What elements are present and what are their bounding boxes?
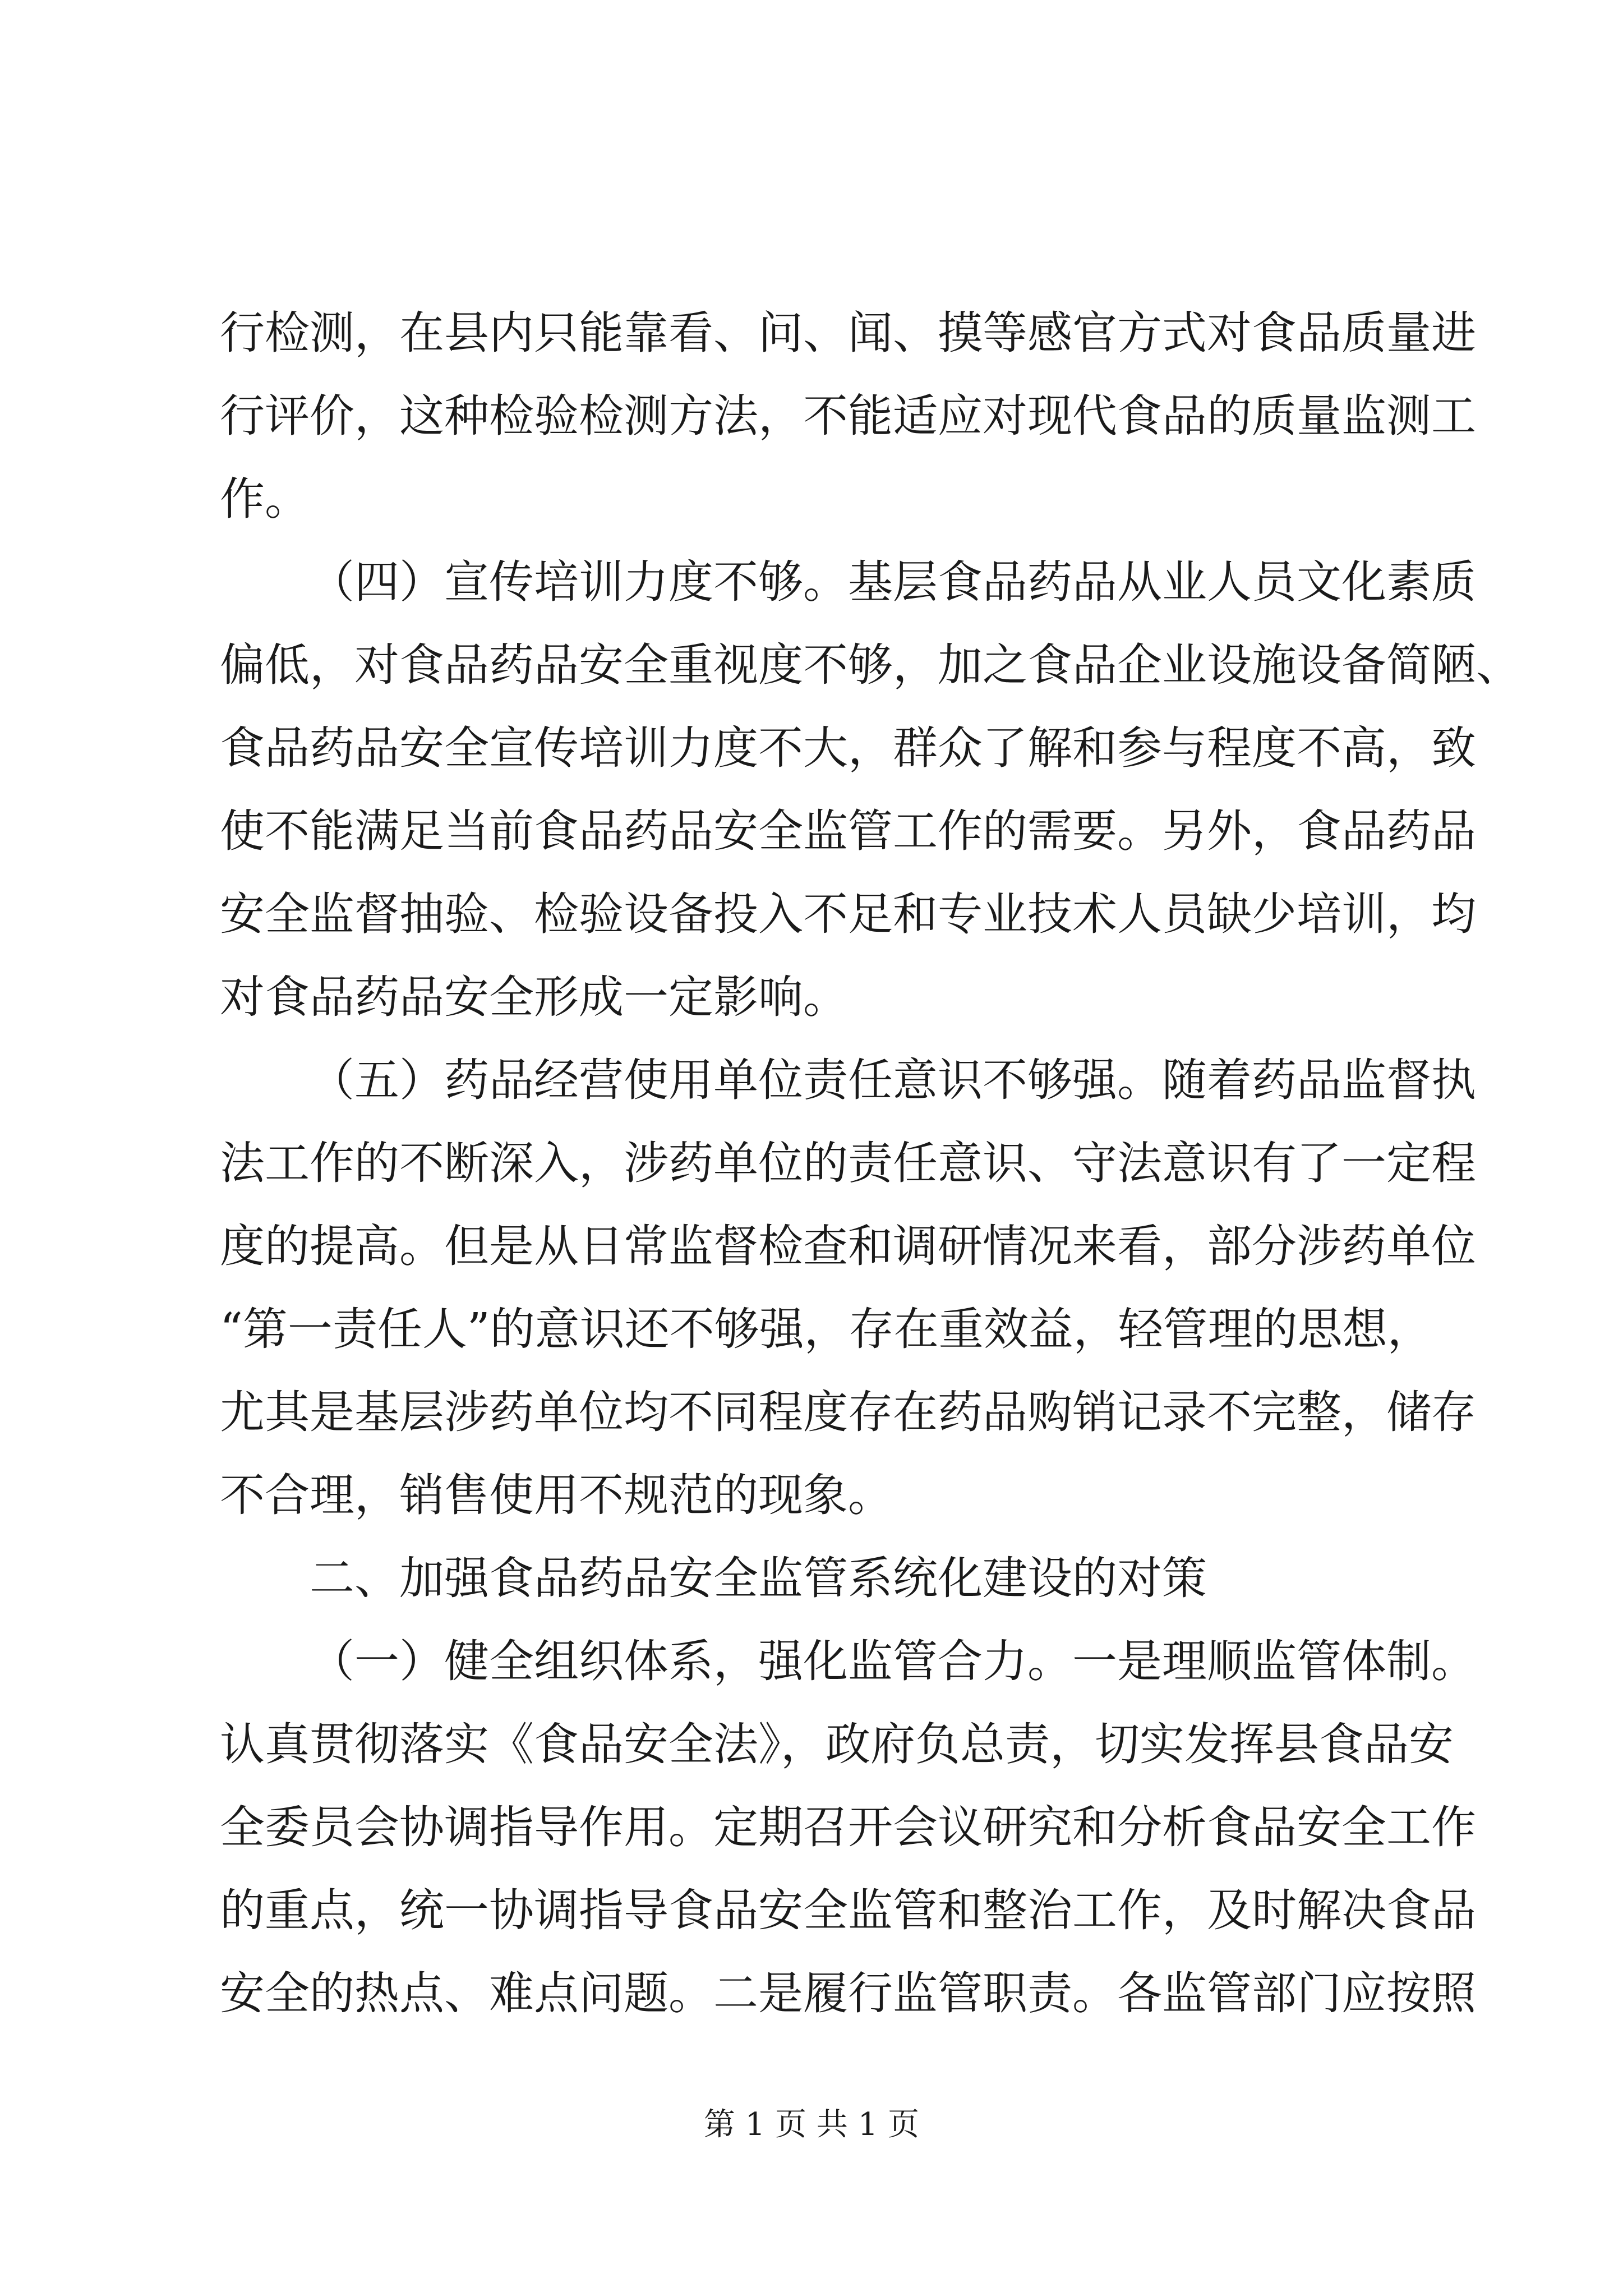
text-line: 行检测，在县内只能靠看、问、闻、摸等感官方式对食品质量进 — [220, 307, 1476, 359]
text-line: 度的提高。但是从日常监督检查和调研情况来看，部分涉药单位 — [220, 1220, 1476, 1272]
text-line: 不合理，销售使用不规范的现象。 — [220, 1469, 893, 1521]
text-line: 认真贯彻落实《食品安全法》，政府负总责，切实发挥县食品安 — [220, 1718, 1454, 1770]
text-line: 食品药品安全宣传培训力度不大，群众了解和参与程度不高，致 — [220, 722, 1476, 774]
text-line: 安全的热点、难点问题。二是履行监管职责。各监管部门应按照 — [220, 1967, 1476, 2019]
page-footer: 第 1 页 共 1 页 — [703, 2106, 920, 2143]
text-line: （一）健全组织体系，强化监管合力。一是理顺监管体制。 — [310, 1635, 1476, 1687]
text-line: （四）宣传培训力度不够。基层食品药品从业人员文化素质 — [310, 556, 1476, 608]
text-line: （五）药品经营使用单位责任意识不够强。随着药品监督执 — [310, 1054, 1476, 1106]
text-line: 法工作的不断深入，涉药单位的责任意识、守法意识有了一定程 — [220, 1137, 1476, 1189]
text-line: 行评价，这种检验检测方法，不能适应对现代食品的质量监测工 — [220, 390, 1476, 442]
text-line: 尤其是基层涉药单位均不同程度存在药品购销记录不完整，储存 — [220, 1386, 1476, 1438]
text-line: 的重点，统一协调指导食品安全监管和整治工作，及时解决食品 — [220, 1884, 1476, 1936]
text-line: 全委员会协调指导作用。定期召开会议研究和分析食品安全工作 — [220, 1801, 1476, 1853]
text-line: 作。 — [220, 473, 310, 525]
text-line: 安全监督抽验、检验设备投入不足和专业技术人员缺少培训，均 — [220, 888, 1476, 940]
text-line: 使不能满足当前食品药品安全监管工作的需要。另外，食品药品 — [220, 805, 1476, 857]
text-line: 对食品药品安全形成一定影响。 — [220, 971, 848, 1023]
body-text — [220, 292, 1521, 2035]
text-line: 二、加强食品药品安全监管系统化建设的对策 — [310, 1552, 1207, 1604]
text-line: 偏低，对食品药品安全重视度不够，加之食品企业设施设备简陋、 — [220, 639, 1521, 691]
text-line: “第一责任人”的意识还不够强，存在重效益，轻管理的思想， — [220, 1303, 1432, 1355]
